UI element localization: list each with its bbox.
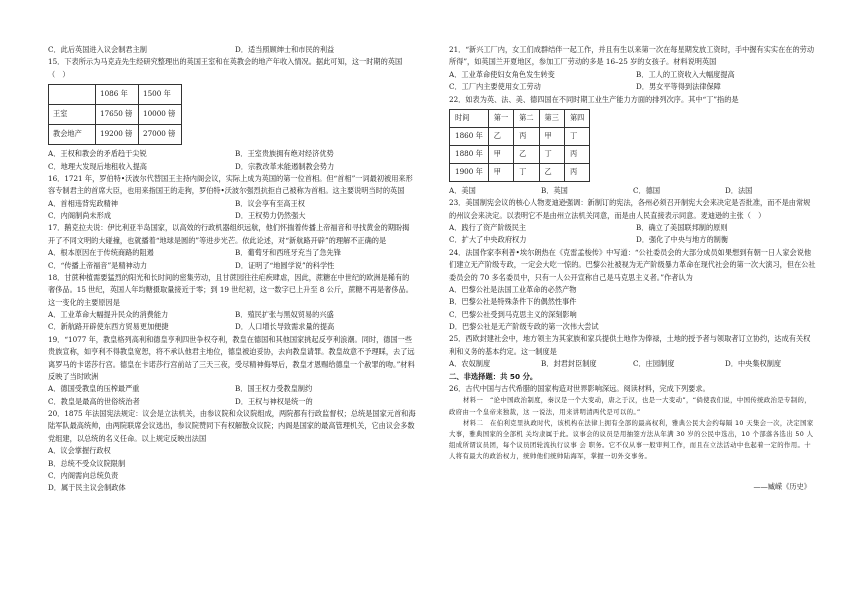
q14-options xyxy=(48,44,416,56)
table-cell: 丙 xyxy=(564,145,589,163)
table-cell: 丁 xyxy=(539,145,564,163)
option: A．王权和教会的矛盾趋于尖锐 xyxy=(48,149,147,159)
table-cell: 丙 xyxy=(564,163,589,181)
option: B．殖民扩张与黑奴贸易的兴盛 xyxy=(235,310,334,319)
option: A．践行了资产阶级民主 xyxy=(449,223,527,232)
option: D．宗教改革未能遏制教会势力 xyxy=(235,161,335,171)
option: B．总统不受众议院限制 xyxy=(48,458,126,468)
option: D．巴黎公社是无产阶级专政的第一次伟大尝试 xyxy=(449,322,599,331)
q20-stem: 20．1875 年法国宪法规定：议会是立法机关，由参议院和众议院组成，两院都有行政监督权；总统是国家元首和海陆军队最高统帅，由两院联席会议选出，参议院赞同下有权解散众议院；内阁是国家的最高管理机关，它由议会多数党组建，以总统的名义任命。以上规定反映出法国 xyxy=(48,409,416,443)
table-cell: 乙 xyxy=(514,145,539,163)
option: A．工业革命使妇女角色发生转变 xyxy=(449,69,555,79)
q25-stem: 25．西欧封建社会中，地方领主为其家族和家兵提供土地作为俸禄，土地的授予者与领取者订立协约，达成有关权利和义务的基本约定。这一制度是 xyxy=(449,334,811,356)
option: D．强化了中央与地方的制衡 xyxy=(636,235,729,245)
option: B．王室贵族拥有绝对经济优势 xyxy=(235,149,334,159)
q18-options xyxy=(48,309,416,334)
table-cell: 17650 镑 xyxy=(96,105,139,125)
table-cell: 第二 xyxy=(514,109,539,127)
q20-options xyxy=(48,445,416,495)
q24-options xyxy=(449,284,817,334)
option: D．王权与神权是统一的 xyxy=(235,396,313,406)
option: A．首相违背宪政精神 xyxy=(48,198,118,208)
table-cell: 27000 镑 xyxy=(139,125,182,145)
table-cell: 1086 年 xyxy=(96,85,139,105)
left-column xyxy=(48,44,416,495)
option: C．教皇是最高的世俗统治者 xyxy=(48,396,140,406)
q25-options xyxy=(449,358,817,370)
q15-stem: 15．下表所示为马克垚先生经研究整理出的英国王室和在英教会的地产年收入情况。据此可知，这一时期的英国（ ） xyxy=(48,57,403,79)
table-cell: 甲 xyxy=(488,145,513,163)
table-row xyxy=(450,145,590,163)
table-cell: 丁 xyxy=(514,163,539,181)
option: C．地理大发现后地租收入提高 xyxy=(48,161,147,171)
table-cell: 甲 xyxy=(488,163,513,181)
option: C．此后英国进入议会制君主制 xyxy=(48,45,147,54)
table-header-row xyxy=(49,85,182,105)
option: A．美国 xyxy=(449,185,476,195)
q19-stem: 19．“1077 年，教皇格列高利和德皇亨利四世争权夺利，教皇在德国和其他国家挑起反亨利浪潮。同时，德国一些贵族宣称，如亨利不得教皇宽恕，将不承认他君主地位，德皇被迫妥协，去向教皇请罪。教皇故意不予理睬，去了远离罗马的卡诺莎行宫。德皇在卡诺莎行宫前站了三天三夜，受尽精神侮辱后，教皇才恩赐给德皇一个赦罪的吻。”材料反映了当时欧洲 xyxy=(48,334,415,381)
section-heading: 二、非选择题：共 50 分。 xyxy=(449,371,538,381)
option: A．农奴制度 xyxy=(449,359,491,369)
q22-stem: 22．如表为英、法、美、德四国在不同时期工业生产能力方面的排列次序。其中“丁”指的是 xyxy=(449,94,739,104)
table-cell: 1880 年 xyxy=(450,145,489,163)
table-cell: 王室 xyxy=(49,105,96,125)
option: A．议会掌握行政权 xyxy=(48,446,111,456)
table-cell: 教会地产 xyxy=(49,125,96,145)
option: B．巴黎公社是特殊条件下的偶然性事件 xyxy=(449,297,577,307)
table-header-row xyxy=(450,109,590,127)
option: C．“传播上帝福音”是精神动力 xyxy=(48,260,148,270)
option: A．巴黎公社是法国工业革命的必然产物 xyxy=(449,284,577,294)
estate-income-table xyxy=(48,84,182,145)
option: B．葡萄牙和西班牙充当了急先锋 xyxy=(235,248,341,258)
option: D．男女平等得到法律保障 xyxy=(636,82,721,92)
q21-stem: 21．“新兴工厂内，女工们成群结伴一起工作，并且有生以来第一次在每星期发放工资时，手中握有实实在在的劳动所得”，如英国兰开夏地区，参加工厂劳动的多是 16–25 岁的女孩子。材料说明英国 xyxy=(449,45,815,67)
option: B．工人的工资收入大幅度提高 xyxy=(636,69,735,79)
q21-options xyxy=(449,69,817,94)
q26-stem: 26．古代中国与古代希腊的国家构造对世界影响深远。阅读材料，完成下列要求。 xyxy=(449,384,710,394)
option: B．英国 xyxy=(541,185,568,195)
option: A．工业革命大幅提升民众的消费能力 xyxy=(48,310,169,319)
option: C．工厂内主要使用女工劳动 xyxy=(449,82,541,92)
table-row xyxy=(49,125,182,145)
table-cell: 1900 年 xyxy=(450,163,489,181)
table-row xyxy=(450,163,590,181)
table-cell: 丁 xyxy=(564,127,589,145)
table-cell: 第四 xyxy=(564,109,589,127)
table-cell: 1860 年 xyxy=(450,127,489,145)
option: C．扩大了中央政府权力 xyxy=(449,235,527,245)
material-one: 材料一 “论中国政治制度，秦汉是一个大变动，唐之于汉，也是一大变动”，“倘使我们说，中国传统政治是专制的，政府由一个皇帝来独裁，这 一说法，用来讲明清两代是可以的。” xyxy=(449,396,812,416)
table-row xyxy=(49,105,182,125)
q24-stem: 24．法国作家李利普•埃尔朗热在《克雷孟梭传》中写道：“公社委员会的大部分成员如果想到有朝一日人家会说他们建立无产阶级专政，一定会大吃一惊的。巴黎公社被视为无产阶级暴力革命在现代社会的第一次大演习，但在公社委员会的 70 多名委员中，只有一人公开宣称自己是马克思主义者。”作者认为 xyxy=(449,247,816,282)
q17-options xyxy=(48,247,416,272)
option: B．议会享有至高王权 xyxy=(235,198,305,208)
q23-stem: 23．美国制宪会议的核心人物麦迪逊强调：新制订的宪法，各州必须召开制宪大会来决定是否批准，而不是由常规的州议会来决定。以表明它不是由州立法机关同意，而是由人民直接表示同意。麦迪逊的主张（ ） xyxy=(449,198,811,220)
option: D．中央集权制度 xyxy=(725,359,782,369)
table-cell xyxy=(49,85,96,105)
table-cell: 第三 xyxy=(539,109,564,127)
q15-options xyxy=(48,148,416,173)
option: A．根本原因在于传统商路的阻遏 xyxy=(48,248,154,258)
option: D．法国 xyxy=(725,185,753,195)
option: B．国王权力受教皇制约 xyxy=(235,384,313,394)
q18-stem: 18．甘蔗种植需要猛烈的阳光和长时间的密集劳动，且甘蔗园往往疟疾肆虐，因此，蔗糖在中世纪的欧洲是稀有的奢侈品。15 世纪，英国人年均糖摄取量接近于零；到 19 世纪初，这一数字已上升至 8 公斤，蔗糖不再是奢侈品。这一变化的主要原因是 xyxy=(48,272,413,307)
table-cell: 丙 xyxy=(514,127,539,145)
table-cell: 19200 镑 xyxy=(96,125,139,145)
q17-stem: 17．鹅克拉夫说：伊比利亚半岛国家，以高效的行政机器组织远航，他们怀揣着传播上帝福音和寻找黄金的期盼揭开了不同文明的大碰撞，也就播着“地球是圆的”等进步光芒。依此论述，对“新航路开辟”的理解不正确的是 xyxy=(48,223,410,245)
option: D．人口增长导致需求量的提高 xyxy=(235,322,335,332)
option: C．德国 xyxy=(633,185,661,195)
table-cell: 10000 镑 xyxy=(139,105,182,125)
option: C．新航路开辟使东西方贸易更加便捷 xyxy=(48,322,169,332)
option: C．内阁制尚未形成 xyxy=(48,211,112,220)
table-cell: 乙 xyxy=(539,163,564,181)
q22-options xyxy=(449,185,817,197)
q19-options xyxy=(48,383,416,408)
option: D．属于民主议会制政体 xyxy=(48,483,126,493)
q16-options xyxy=(48,198,416,223)
material-two: 材料二 在伯利克里执政时代，该机构在法律上拥有全部的最高权利，雅典公民大会约每隔 10 天集会一次，决定国家大事，雅典国家的全部机 关均隶属于此。议事会的议员是用抽签方法从年满 30 岁的公民中选出，10 个部落各选出 50 人组成所谓议员团，每个议员团轮流执行议事 会 职务。它不仅从事一般审判工作，而且在立法活动中也起着一定的作用。十人将有最大的政治权力，统帅他们统帅陆海军，掌握一切外交事务。 xyxy=(449,418,814,461)
option: A．德国受教皇的压榨最严重 xyxy=(48,384,140,394)
table-cell: 第一 xyxy=(488,109,513,127)
table-cell: 乙 xyxy=(488,127,513,145)
option: D．适当照顾绅士和市民的利益 xyxy=(235,45,335,54)
q23-options xyxy=(449,222,817,247)
table-cell: 甲 xyxy=(539,127,564,145)
table-row xyxy=(450,127,590,145)
industry-rank-table xyxy=(449,109,590,182)
option: C．庄园制度 xyxy=(633,359,675,369)
table-cell: 时间 xyxy=(450,109,489,127)
material-source: ——臧嵘《历史》 xyxy=(753,481,811,491)
option: D．证明了“地圆学说”的科学性 xyxy=(235,260,335,270)
option: B．确立了美国联邦制的原则 xyxy=(636,223,728,232)
option: B．封君封臣制度 xyxy=(541,359,597,369)
table-cell: 1500 年 xyxy=(139,85,182,105)
q16-stem: 16．1721 年，罗伯特•沃波尔代替国王主持内阁会议，实际上成为英国的第一位首相。但“首相”一词最初被用来形容专制君主的首席大臣，也用来指国王的走狗，罗伯特•沃波尔强烈抗拒自己被称为首相。这主要说明当时的英国 xyxy=(48,173,413,196)
right-column xyxy=(449,44,817,493)
option: C．巴黎公社受到马克思主义的深刻影响 xyxy=(449,309,577,319)
option: D．王权势力仍然强大 xyxy=(235,211,306,220)
option: C．内阁需向总统负责 xyxy=(48,470,119,480)
